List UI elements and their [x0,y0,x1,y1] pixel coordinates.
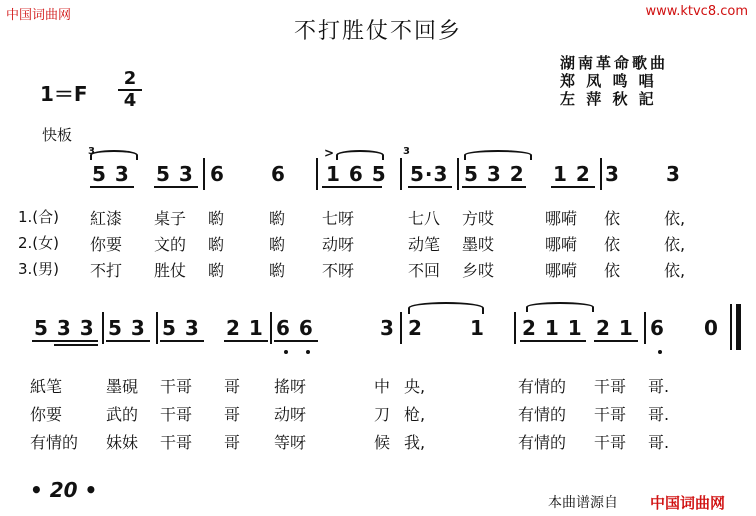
lyric: 文的 [154,235,187,254]
lyric: 哥 [224,377,241,396]
barline [316,158,318,190]
note-group: 6 [210,162,225,186]
song-title: 不打胜仗不回乡 [293,19,462,44]
lyric: 哪嗬 [545,209,578,228]
lyric: 喲 [269,209,286,228]
lyric: 喲 [269,261,286,280]
page-number: • 20 • [30,478,98,502]
credit-recorder: 左 萍 秋 記 [560,90,657,108]
grace-note-1: 3 [88,146,95,157]
barline [270,312,272,344]
slur [526,302,594,312]
lyric: 依 [604,209,621,228]
note-group: 1 [470,316,485,340]
note-group: 3 [666,162,681,186]
lyric: 哥. [648,405,670,424]
note-group: 5·3 [410,162,449,186]
lyric: 妹妹 [106,433,139,452]
accent-mark: > [324,146,335,160]
lyric: 动呀 [274,405,307,424]
lyric: 乡哎 [462,261,495,280]
lyric: 方哎 [462,209,495,228]
note-group: 3 [380,316,395,340]
source-label: 本曲谱源自 [548,495,618,511]
grace-note-2: 3 [403,146,410,157]
lyric: 喲 [208,235,225,254]
lyric: 哥 [224,433,241,452]
lyric: 依, [664,235,686,254]
note-group: 5 3 [156,162,194,186]
beam-underline [160,340,204,342]
barline [156,312,158,344]
lyric: 哪嗬 [545,235,578,254]
beam-underline [274,340,318,342]
lyric: 依 [604,235,621,254]
lyric: 紅漆 [90,209,123,228]
octave-dot [658,350,662,354]
lyric: 墨硯 [106,377,139,396]
beam-underline [154,186,198,188]
barline [644,312,646,344]
beam-underline [90,186,134,188]
beam-underline [408,186,452,188]
note-group: 2 1 1 [522,316,583,340]
time-bottom: 4 [123,90,137,111]
lyric: 依 [604,261,621,280]
lyric: 哥 [224,405,241,424]
watermark-right: www.ktvc8.com [645,4,748,19]
lyric: 喲 [208,209,225,228]
lyric: 动呀 [322,235,355,254]
note-group: 5 3 3 [34,316,95,340]
barline [400,158,402,190]
barline [203,158,205,190]
time-top: 2 [123,68,137,89]
lyric: 依, [664,209,686,228]
lyric: 哪嗬 [545,261,578,280]
beam-underline [594,340,638,342]
lyric: 不打 [90,261,123,280]
lyric: 有情的 [518,405,567,424]
key-signature: 1＝F [40,82,88,106]
note-group: 1 6 5 [326,162,387,186]
lyric: 不回 [408,261,441,280]
octave-dot [284,350,288,354]
note-group: 6 [271,162,286,186]
lyric: 有情的 [518,377,567,396]
note-group: 5 3 [92,162,130,186]
beam-underline [551,186,595,188]
note-group: 0 [704,316,719,340]
beam-underline [322,186,382,188]
slur [90,150,138,160]
barline [457,158,459,190]
note-group: 2 1 [226,316,264,340]
lyric: 动笔 [408,235,441,254]
lyric: 不呀 [322,261,355,280]
lyric: 七八 [408,209,441,228]
lyric: 中 [374,377,391,396]
slur [408,302,484,314]
lyric: 哥. [648,433,670,452]
time-signature [118,70,142,110]
lyric: 干哥 [594,433,627,452]
note-group: 5 3 [162,316,200,340]
note-group: 3 [605,162,620,186]
lyric: 有情的 [30,433,79,452]
barline [600,158,602,190]
slur [336,150,384,160]
lyric: 干哥 [594,405,627,424]
lyric: 武的 [106,405,139,424]
beam-underline [106,340,150,342]
note-group: 6 6 [276,316,314,340]
lyric: 我, [404,433,426,452]
lyric: 墨哎 [462,235,495,254]
lyric: 喲 [208,261,225,280]
lyric: 干哥 [160,433,193,452]
lyric: 你要 [90,235,123,254]
lyric: 干哥 [160,405,193,424]
verse-label: 2.(女) [18,234,60,252]
barline [400,312,402,344]
verse-label: 1.(合) [18,208,60,226]
credit-source: 湖南革命歌曲 [560,54,669,72]
note-group: 1 2 [553,162,591,186]
lyric: 依, [664,261,686,280]
slur [464,150,532,160]
lyric: 紙笔 [30,377,63,396]
lyric: 候 [374,433,391,452]
beam-underline [32,340,98,342]
lyric: 桌子 [154,209,187,228]
lyric: 干哥 [594,377,627,396]
beam-underline [462,186,526,188]
beam-underline [54,344,98,346]
barline [102,312,104,344]
verse-label: 3.(男) [18,260,60,278]
lyric: 七呀 [322,209,355,228]
beam-underline [520,340,586,342]
note-group: 2 1 [596,316,634,340]
lyric: 胜仗 [154,261,187,280]
lyric: 哥. [648,377,670,396]
tempo-marking: 快板 [42,126,73,144]
lyric: 刀 [374,405,391,424]
credit-singer: 郑 凤 鸣 唱 [560,72,657,90]
note-group: 5 3 2 [464,162,525,186]
lyric: 喲 [269,235,286,254]
beam-underline [224,340,268,342]
lyric: 有情的 [518,433,567,452]
source-brand: 中国词曲网 [650,494,726,512]
note-group: 5 3 [108,316,146,340]
lyric: 央, [404,377,426,396]
final-barline-thin [730,304,732,350]
note-group: 6 [650,316,665,340]
octave-dot [306,350,310,354]
final-barline-thick [736,304,741,350]
note-group: 2 [408,316,423,340]
lyric: 枪, [404,405,426,424]
lyric: 等呀 [274,433,307,452]
lyric: 干哥 [160,377,193,396]
barline [514,312,516,344]
watermark-left: 中国词曲网 [6,8,72,23]
lyric: 搖呀 [274,377,307,396]
lyric: 你要 [30,405,63,424]
